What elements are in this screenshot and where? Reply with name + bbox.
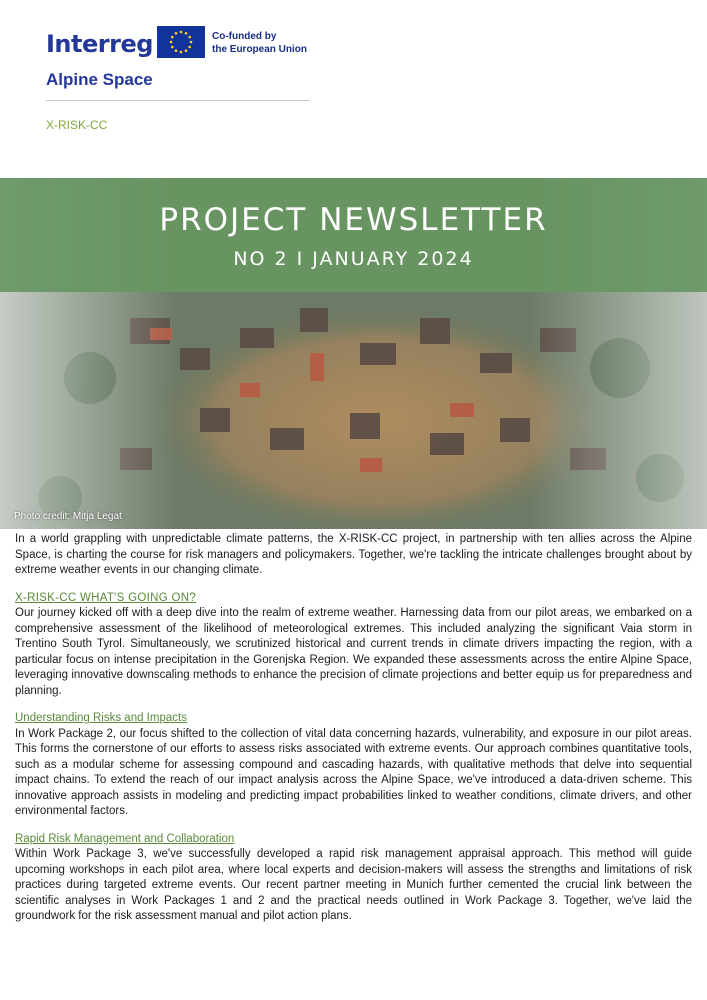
header-divider — [46, 100, 310, 101]
cofunded-line-2: the European Union — [212, 44, 307, 55]
newsletter-issue: NO 2 I JANUARY 2024 — [233, 248, 474, 270]
project-tag: X-RISK-CC — [46, 118, 108, 132]
cofunded-line-1: Co-funded by — [212, 31, 277, 42]
eu-flag-icon — [157, 26, 205, 58]
intro-paragraph: In a world grappling with unpredictable climate patterns, the X-RISK-CC project, in partnership with ten allies across the Alpine Space, is charting the course for risk managers and policymakers. Together, we're tackling the intricate challenges brought about by extreme weather events in our changing climate. — [15, 533, 692, 576]
interreg-logo: Interreg — [46, 30, 153, 58]
cofunded-label — [212, 30, 307, 56]
programme-name: Alpine Space — [46, 70, 153, 89]
photo-credit: Photo credit: Mitja Legat — [14, 511, 122, 522]
newsletter-title: PROJECT NEWSLETTER — [159, 202, 548, 238]
article-body — [15, 532, 692, 925]
hero-photo — [0, 178, 707, 529]
page-header — [0, 0, 707, 178]
section-heading-whats-going-on[interactable]: X-RISK-CC WHAT'S GOING ON? — [15, 591, 197, 604]
section-body-rapid-risk: Within Work Package 3, we've successfully developed a rapid risk management appraisal approach. This method will guide upcoming workshops in each pilot area, where local experts and decision-makers will assess the strengths and limitations of risk practices during targeted extreme events. Our recent partner meeting in Munich further cemented the crucial link between the scientific analyses in Work Packages 1 and 2 and the practical needs outlined in Work Package 3. Together, we've laid the groundwork for the risk assessment manual and pilot action plans. — [15, 848, 692, 922]
section-heading-rapid-risk[interactable]: Rapid Risk Management and Collaboration — [15, 832, 235, 845]
section-body-risks-impacts: In Work Package 2, our focus shifted to the collection of vital data concerning hazards, vulnerability, and exposure in our pilot areas. This forms the cornerstone of our efforts to assess risks associated with extreme events. Our approach combines quantitative tools, such as a modular scheme for assessing compound and cascading hazards, with qualitative methods that delve into sequential impact chains. To extend the reach of our impact analysis across the Alpine Space, we've introduced a data-driven scheme. This innovative approach assists in modeling and predicting impact probabilities linked to weather conditions, climate drivers, and other environmental factors. — [15, 727, 692, 817]
section-body-whats-going-on: Our journey kicked off with a deep dive into the realm of extreme weather. Harnessing data from our pilot areas, we embarked on a comprehensive assessment of the likelihood of meteorological extremes. This included analyzing the significant Vaia storm in Trentino South Tyrol. Simultaneously, we scrutinized historical and current trends in climate drivers impacting the region, with a particular focus on intense precipitation in the Gorenjska Region. We expanded these assessments across the entire Alpine Space, leveraging innovative downscaling methods to enhance the precision of climate projections and better equip us for preparedness and planning. — [15, 607, 692, 697]
section-heading-risks-impacts[interactable]: Understanding Risks and Impacts — [15, 712, 187, 724]
